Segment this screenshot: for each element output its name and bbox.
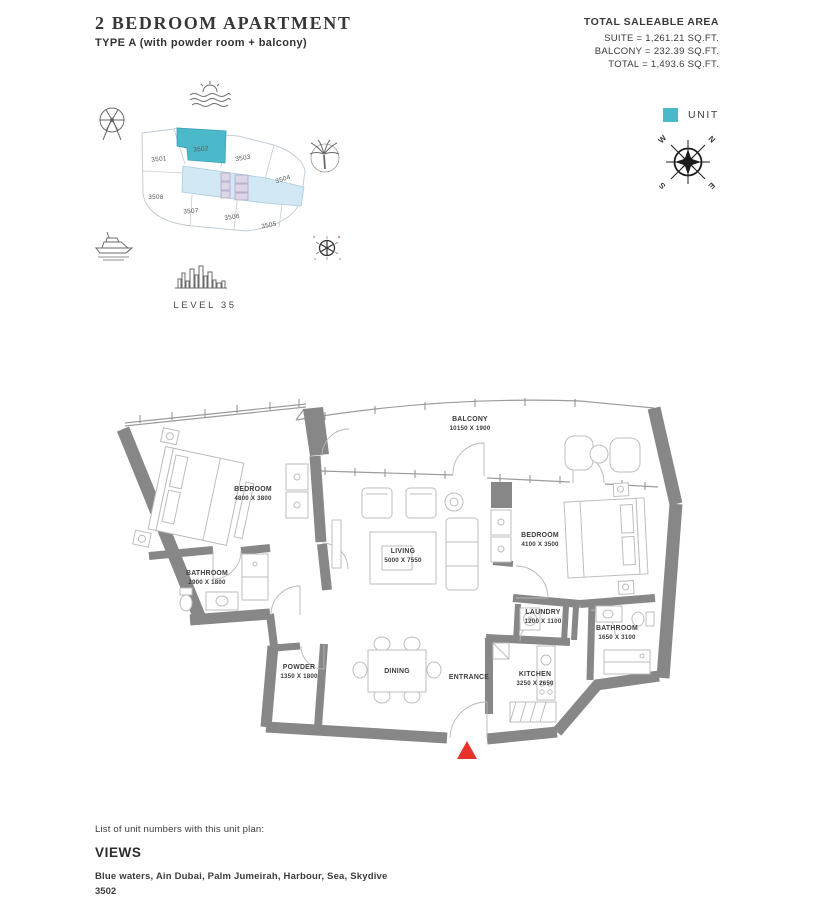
- room-label-dining: DINING: [384, 668, 410, 675]
- room-label-laundry: LAUNDRY: [525, 609, 561, 616]
- room-dims-bathroom-1: 2900 X 1800: [188, 579, 226, 586]
- balcony-furniture: [565, 436, 640, 472]
- room-dims-laundry: 1200 X 1100: [524, 618, 562, 625]
- bed-2: [563, 482, 649, 597]
- building-footprint: [142, 128, 305, 231]
- saleable-area-block: [584, 16, 719, 71]
- room-dims-kitchen: 3250 X 2650: [516, 680, 554, 687]
- room-dims-bedroom-1: 4800 X 3800: [234, 495, 272, 502]
- area-balcony: BALCONY = 232.39 SQ.FT.: [594, 46, 719, 57]
- room-dims-balcony: 10150 X 1900: [449, 425, 491, 432]
- unit-number-3506: 3506: [223, 212, 241, 223]
- room-label-bedroom-1: BEDROOM: [234, 486, 272, 493]
- room-label-bathroom-2: BATHROOM: [595, 625, 639, 632]
- page-subtitle: TYPE A (with powder room + balcony): [95, 37, 308, 49]
- wardrobe-2: [491, 510, 511, 562]
- entrance-marker-triangle: [457, 741, 477, 759]
- area-heading: TOTAL SALEABLE AREA: [583, 16, 719, 28]
- room-dims-bedroom-2: 4100 X 3500: [521, 541, 559, 548]
- compass-south: S: [657, 180, 668, 191]
- room-label-living: LIVING: [390, 548, 416, 555]
- level-label: LEVEL 35: [173, 300, 237, 311]
- unit-numbers: 3502: [95, 886, 117, 897]
- views-heading: VIEWS: [95, 845, 142, 860]
- area-total: TOTAL = 1,493.6 SQ.FT.: [608, 59, 719, 70]
- views-list: Blue waters, Ain Dubai, Palm Jumeirah, Harbour, Sea, Skydive: [95, 871, 388, 882]
- key-plan: [88, 76, 360, 316]
- room-label-bathroom-1: BATHROOM: [185, 570, 229, 577]
- page-title: 2 BEDROOM APARTMENT: [95, 13, 352, 33]
- room-label-kitchen: KITCHEN: [518, 671, 552, 678]
- room-label-balcony: BALCONY: [452, 416, 488, 423]
- compass-north: N: [706, 134, 717, 145]
- city-skyline-icon: [175, 266, 227, 288]
- footer-block: [95, 824, 388, 897]
- floor-plan: [110, 392, 710, 782]
- compass-rose-icon: [650, 124, 726, 200]
- yacht-icon: [96, 232, 132, 260]
- unit-legend-label: UNIT: [688, 109, 719, 121]
- unit-list-label: List of unit numbers with this unit plan:: [95, 824, 265, 835]
- room-dims-living: 5000 X 7550: [384, 557, 422, 564]
- living-furniture: [332, 488, 478, 590]
- area-suite: SUITE = 1,261.21 SQ.FT.: [604, 33, 719, 44]
- skydive-propeller-icon: [313, 236, 341, 260]
- room-label-bedroom-2: BEDROOM: [521, 532, 559, 539]
- unit-legend: [663, 108, 719, 122]
- room-label-entrance: ENTRANCE: [448, 674, 490, 681]
- unit-number-3501: 3501: [151, 155, 168, 164]
- unit-color-swatch: [663, 108, 678, 122]
- palm-jumeirah-icon: [310, 140, 339, 172]
- unit-number-3503: 3503: [234, 153, 252, 164]
- ain-dubai-wheel-icon: [100, 108, 124, 140]
- sea-waves-icon: [190, 81, 230, 107]
- room-dims-bathroom-2: 1650 X 3100: [598, 634, 636, 641]
- wardrobe-1: [286, 464, 308, 518]
- unit-number-3507: 3507: [183, 207, 199, 216]
- unit-number-3508: 3508: [148, 194, 164, 201]
- compass-east: E: [706, 180, 717, 191]
- unit-number-3505: 3505: [260, 220, 278, 231]
- compass-west: W: [656, 133, 669, 146]
- room-dims-powder: 1350 X 1800: [280, 673, 318, 680]
- unit-number-3502: 3502: [193, 145, 210, 154]
- unit-number-3504: 3504: [274, 173, 292, 186]
- room-label-powder: POWDER: [282, 664, 316, 671]
